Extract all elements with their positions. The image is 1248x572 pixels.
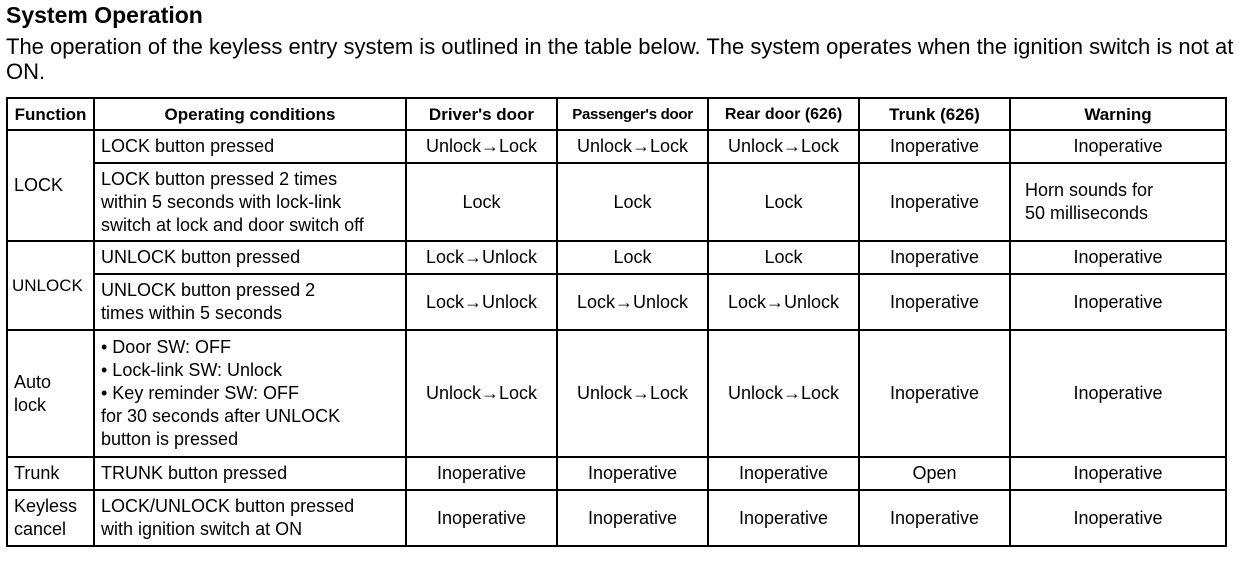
passengers-door-cell: Unlock→Lock — [557, 330, 708, 457]
warning-cell: Inoperative — [1010, 241, 1226, 274]
table-row — [7, 163, 1226, 241]
warning-cell: Inoperative — [1010, 130, 1226, 163]
passengers-door-cell: Unlock→Lock — [557, 130, 708, 163]
intro-paragraph: The operation of the keyless entry system is outlined in the table below. The system operates when the ignition switch is not at ON. — [6, 34, 1234, 84]
column-header-trunk: Trunk (626) — [859, 98, 1010, 130]
passengers-door-cell: Inoperative — [557, 457, 708, 490]
trunk-cell: Inoperative — [859, 241, 1010, 274]
passengers-door-cell: Lock — [557, 163, 708, 241]
table-row — [7, 241, 1226, 274]
rear-door-cell: Unlock→Lock — [708, 130, 859, 163]
warning-cell: Inoperative — [1010, 457, 1226, 490]
warning-cell: Inoperative — [1010, 274, 1226, 330]
passengers-door-cell: Lock→Unlock — [557, 274, 708, 330]
trunk-cell: Inoperative — [859, 330, 1010, 457]
table-row — [7, 457, 1226, 490]
column-header-passengers-door: Passenger's door — [557, 98, 708, 130]
rear-door-cell: Lock — [708, 241, 859, 274]
rear-door-cell: Lock — [708, 163, 859, 241]
table-row — [7, 130, 1226, 163]
table-header-row — [7, 98, 1226, 130]
trunk-cell: Inoperative — [859, 490, 1010, 546]
table-row — [7, 330, 1226, 457]
trunk-cell: Open — [859, 457, 1010, 490]
drivers-door-cell: Unlock→Lock — [406, 130, 557, 163]
section-title: System Operation — [6, 2, 203, 28]
conditions-cell: LOCK button pressed 2 times within 5 seconds with lock-link switch at lock and door switch off — [94, 163, 406, 241]
operation-table — [6, 97, 1227, 547]
drivers-door-cell: Inoperative — [406, 490, 557, 546]
drivers-door-cell: Inoperative — [406, 457, 557, 490]
passengers-door-cell: Inoperative — [557, 490, 708, 546]
rear-door-cell: Lock→Unlock — [708, 274, 859, 330]
warning-cell: Inoperative — [1010, 330, 1226, 457]
conditions-cell: LOCK button pressed — [94, 130, 406, 163]
function-cell-keyless-cancel: Keyless cancel — [7, 490, 94, 546]
conditions-cell: TRUNK button pressed — [94, 457, 406, 490]
warning-cell: Horn sounds for 50 milliseconds — [1010, 163, 1226, 241]
column-header-warning: Warning — [1010, 98, 1226, 130]
trunk-cell: Inoperative — [859, 274, 1010, 330]
drivers-door-cell: Lock→Unlock — [406, 241, 557, 274]
trunk-cell: Inoperative — [859, 163, 1010, 241]
column-header-function: Function — [7, 98, 94, 130]
rear-door-cell: Inoperative — [708, 490, 859, 546]
rear-door-cell: Unlock→Lock — [708, 330, 859, 457]
rear-door-cell: Inoperative — [708, 457, 859, 490]
conditions-cell: UNLOCK button pressed 2 times within 5 seconds — [94, 274, 406, 330]
passengers-door-cell: Lock — [557, 241, 708, 274]
warning-cell: Inoperative — [1010, 490, 1226, 546]
conditions-cell: LOCK/UNLOCK button pressed with ignition switch at ON — [94, 490, 406, 546]
conditions-cell: UNLOCK button pressed — [94, 241, 406, 274]
trunk-cell: Inoperative — [859, 130, 1010, 163]
drivers-door-cell: Lock→Unlock — [406, 274, 557, 330]
column-header-rear-door: Rear door (626) — [708, 98, 859, 130]
column-header-drivers-door: Driver's door — [406, 98, 557, 130]
function-cell-trunk: Trunk — [7, 457, 94, 490]
column-header-conditions: Operating conditions — [94, 98, 406, 130]
conditions-cell: • Door SW: OFF • Lock-link SW: Unlock • Key reminder SW: OFF for 30 seconds after UNLOCK button is pressed — [94, 330, 406, 457]
function-cell-auto-lock: Auto lock — [7, 330, 94, 457]
table-row — [7, 490, 1226, 546]
drivers-door-cell: Unlock→Lock — [406, 330, 557, 457]
function-cell-lock: LOCK — [7, 130, 94, 241]
table-row — [7, 274, 1226, 330]
function-cell-unlock: UNLOCK — [7, 241, 94, 330]
drivers-door-cell: Lock — [406, 163, 557, 241]
